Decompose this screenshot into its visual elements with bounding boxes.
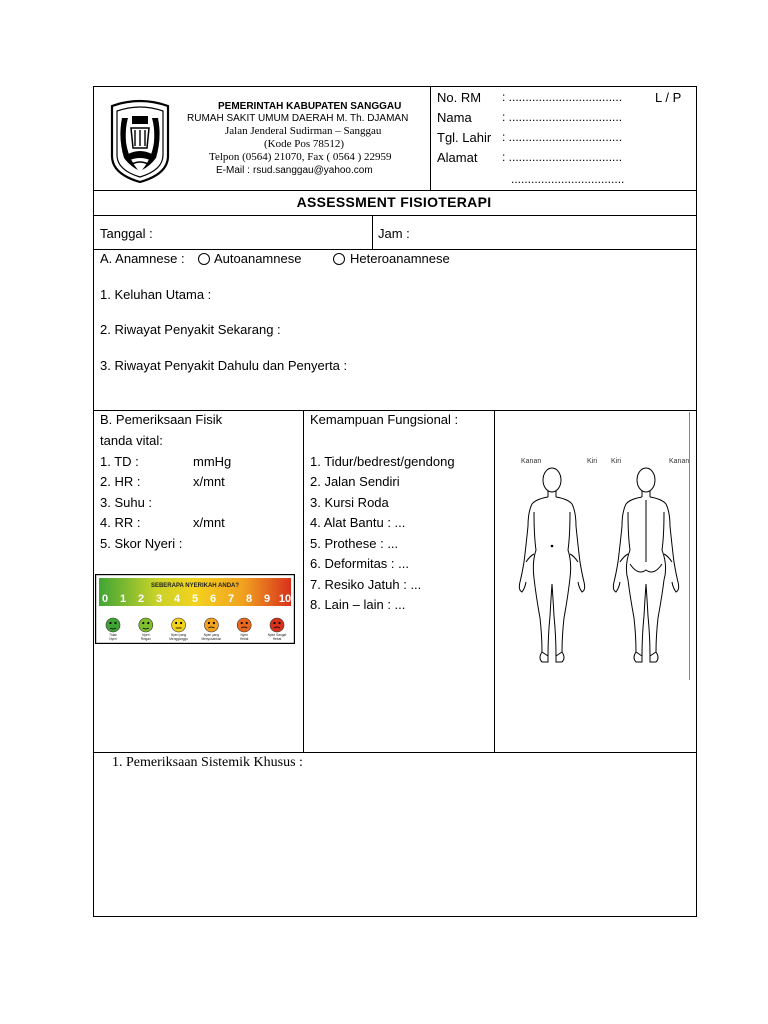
pain-face-eye: [241, 622, 243, 624]
date-bottom-rule: [93, 249, 697, 250]
front-kanan-label: Kanan: [521, 458, 542, 465]
vital-hr-label: 2. HR :: [100, 474, 141, 489]
pain-face-label: Nyeri Sangat: [267, 633, 287, 637]
jam-label: Jam :: [378, 226, 410, 241]
pain-face-label: Hebat: [272, 637, 282, 641]
pain-number: 6: [209, 593, 217, 605]
pain-face-eye: [114, 622, 116, 624]
pain-face-label: Ringan: [140, 637, 151, 641]
fungsional-item-2: 2. Jalan Sendiri: [310, 474, 400, 489]
vital-td-label: 1. TD :: [100, 454, 139, 469]
riwayat-dahulu: 3. Riwayat Penyakit Dahulu dan Penyerta :: [100, 358, 348, 373]
pain-scale-chart: [95, 574, 295, 644]
pain-number: 0: [101, 593, 109, 605]
fungsional-item-5: 5. Prothese : ...: [310, 536, 399, 551]
pain-face-label: Nyeri yang: [203, 633, 220, 637]
fungsional-item-3: 3. Kursi Roda: [310, 495, 389, 510]
pain-face-eye: [273, 622, 275, 624]
pain-face-eye: [142, 622, 144, 624]
autoanamnese-radio[interactable]: [198, 253, 210, 265]
header-bottom-rule: [93, 190, 697, 191]
pemeriksaan-title: B. Pemeriksaan Fisik: [100, 412, 223, 427]
alamat-field-line2[interactable]: ..................................: [511, 172, 625, 186]
pain-number: 4: [173, 593, 181, 605]
pain-face-eye: [246, 622, 248, 624]
fungsional-item-4: 4. Alat Bantu : ...: [310, 515, 406, 530]
body-chart-back: [604, 466, 688, 666]
pain-face-eye: [213, 622, 215, 624]
alamat-field[interactable]: : ..................................: [502, 150, 623, 164]
fungsional-title: Kemampuan Fungsional :: [310, 412, 459, 427]
pain-face-icon: [270, 618, 284, 632]
pain-face-label: Mengganggu: [169, 637, 188, 641]
vital-td-unit: mmHg: [193, 454, 232, 469]
pain-face-icon: [139, 618, 153, 632]
riwayat-sekarang: 2. Riwayat Penyakit Sekarang :: [100, 322, 281, 337]
autoanamnese-label: Autoanamnese: [214, 251, 302, 266]
sistemik-label: 1. Pemeriksaan Sistemik Khusus :: [112, 755, 303, 770]
fungsional-item-1: 1. Tidur/bedrest/gendong: [310, 454, 455, 469]
nama-field[interactable]: : ..................................: [502, 110, 623, 124]
exam-bottom-rule: [93, 752, 697, 753]
pain-scale-title: SEBERAPA NYERIKAH ANDA?: [150, 583, 240, 589]
pain-face-label: Nyeri: [109, 637, 117, 641]
sex-field[interactable]: L / P: [655, 90, 682, 105]
body-chart-edge: [689, 412, 690, 680]
pain-face-icon: [172, 618, 186, 632]
pain-face-label: Tidak: [109, 633, 117, 637]
fungsional-item-7: 7. Resiko Jatuh : ...: [310, 577, 422, 592]
front-kiri-label: Kiri: [587, 458, 598, 465]
back-kanan-label: Kanan: [669, 458, 690, 465]
hospital-phone: Telpon (0564) 21070, Fax ( 0564 ) 22959: [209, 151, 392, 163]
exam-divider-1: [303, 410, 304, 752]
back-kiri-label: Kiri: [611, 458, 622, 465]
gov-name: PEMERINTAH KABUPATEN SANGGAU: [218, 101, 402, 112]
pain-number: 1: [119, 593, 127, 605]
hospital-postal: (Kode Pos 78512): [264, 138, 345, 150]
pain-number: 8: [245, 593, 253, 605]
keluhan-utama: 1. Keluhan Utama :: [100, 287, 212, 302]
tgl-lahir-label: Tgl. Lahir: [437, 130, 492, 145]
pain-face-eye: [109, 622, 111, 624]
email-label: E-Mail :: [216, 165, 250, 176]
form-title: ASSESSMENT FISIOTERAPI: [296, 194, 492, 210]
pain-number: 3: [155, 593, 163, 605]
body-chart-front: [510, 466, 594, 666]
vital-suhu-label: 3. Suhu :: [100, 495, 153, 510]
title-bottom-rule: [93, 215, 697, 216]
pain-face-label: Hebat: [239, 637, 249, 641]
exam-divider-2: [494, 410, 495, 752]
pain-face-icon: [237, 618, 251, 632]
heteroanamnese-radio[interactable]: [333, 253, 345, 265]
fungsional-item-6: 6. Deformitas : ...: [310, 556, 409, 571]
vital-rr-label: 4. RR :: [100, 515, 141, 530]
vital-skor-nyeri-label: 5. Skor Nyeri :: [100, 536, 183, 551]
heteroanamnese-label: Heteroanamnese: [350, 251, 450, 266]
email-address: rsud.sanggau@yahoo.com: [253, 165, 373, 176]
hospital-address: Jalan Jenderal Sudirman – Sanggau: [225, 125, 382, 137]
nama-label: Nama: [437, 110, 472, 125]
pain-face-eye: [175, 622, 177, 624]
header-divider: [430, 86, 431, 190]
vital-hr-unit: x/mnt: [193, 474, 225, 489]
pain-number: 9: [263, 593, 271, 605]
anamnese-label: A. Anamnese :: [100, 251, 185, 266]
hospital-logo: [104, 98, 176, 184]
pain-face-label: Nyeri: [240, 633, 248, 637]
pain-number: 2: [137, 593, 145, 605]
pain-number: 7: [227, 593, 235, 605]
pain-face-icon: [106, 618, 120, 632]
no-rm-label: No. RM: [437, 90, 482, 105]
pain-face-icon: [204, 618, 218, 632]
pain-face-label: Nyeri: [142, 633, 150, 637]
anamnese-bottom-rule: [93, 410, 697, 411]
tgl-lahir-field[interactable]: : ..................................: [502, 130, 623, 144]
alamat-label: Alamat: [437, 150, 478, 165]
pain-face-label: Nyeri yang: [170, 633, 187, 637]
pain-face-eye: [278, 622, 280, 624]
date-divider: [372, 215, 373, 249]
tanggal-label: Tanggal :: [100, 226, 153, 241]
pain-face-eye: [208, 622, 210, 624]
pain-number: 5: [191, 593, 199, 605]
hospital-name: RUMAH SAKIT UMUM DAERAH M. Th. DJAMAN: [187, 113, 409, 124]
pain-face-label: Menyusahkan: [201, 637, 222, 641]
no-rm-field[interactable]: : ..................................: [502, 90, 623, 104]
pain-face-eye: [147, 622, 149, 624]
tanda-vital-label: tanda vital:: [100, 433, 163, 448]
pain-number: 10: [278, 593, 292, 605]
pain-face-eye: [180, 622, 182, 624]
fungsional-item-8: 8. Lain – lain : ...: [310, 597, 406, 612]
vital-rr-unit: x/mnt: [193, 515, 225, 530]
